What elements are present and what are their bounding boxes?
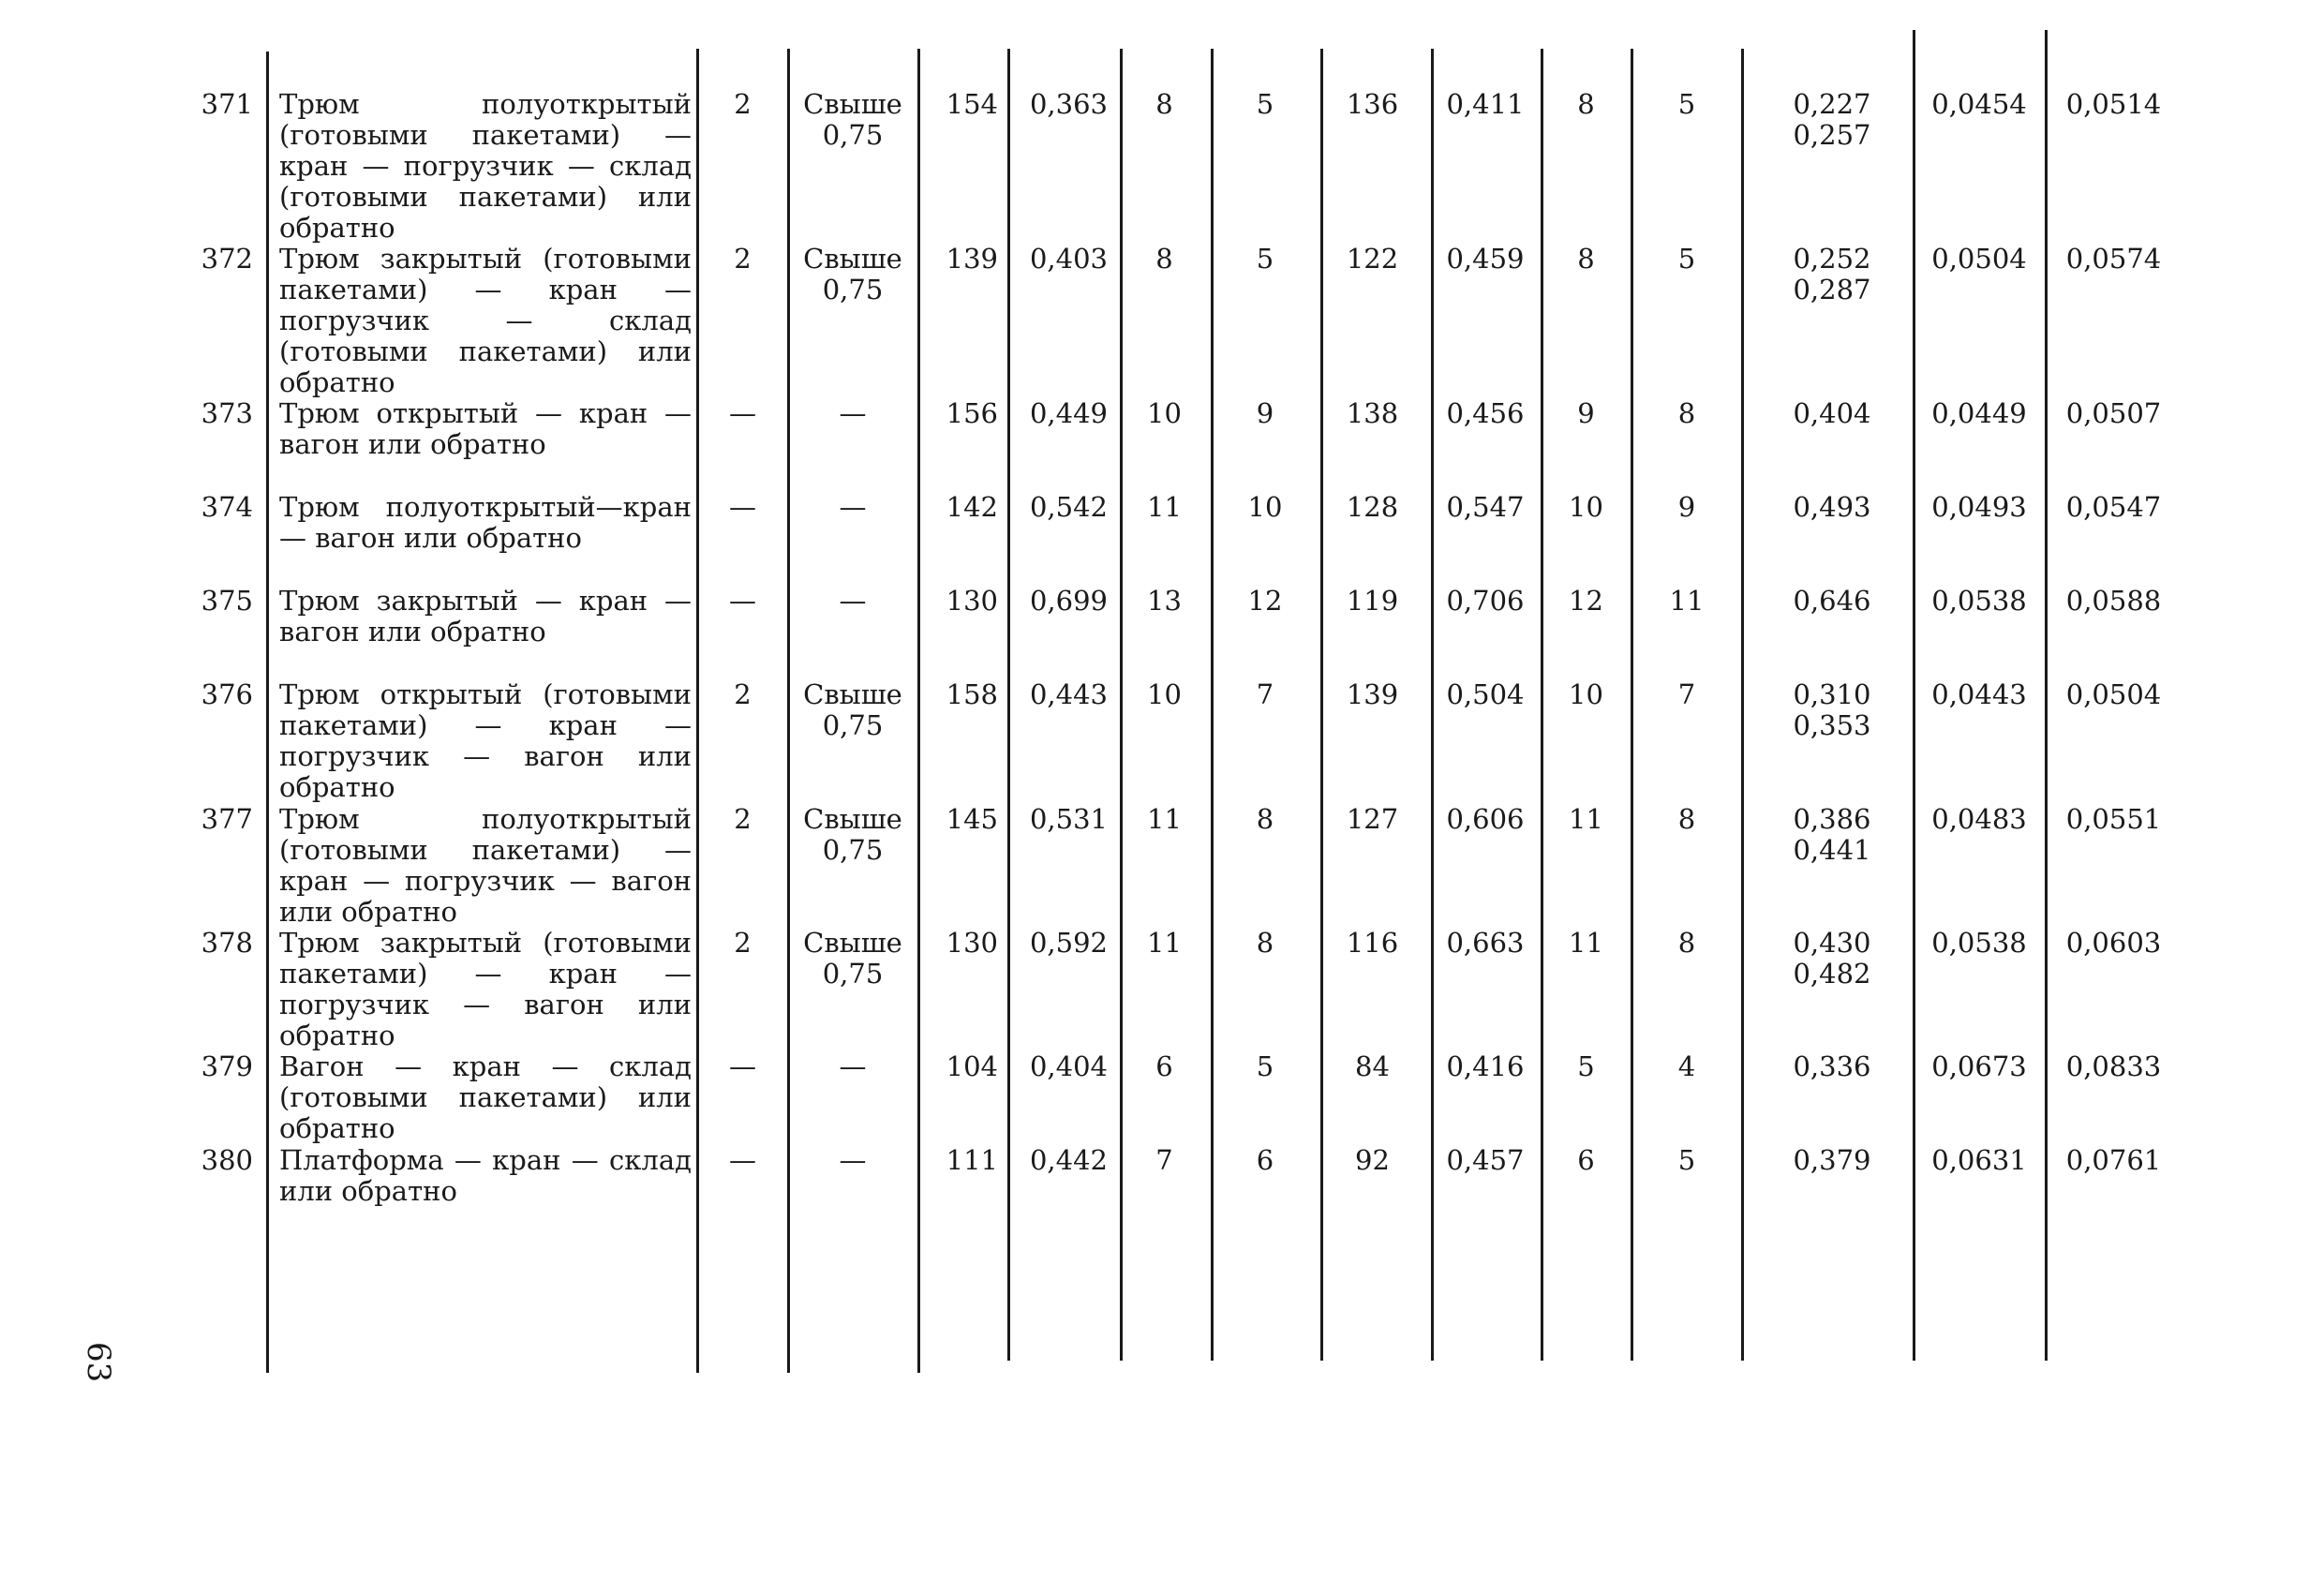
cell-desc: Трюм закрытый (готовыми пакетами) — кран — погрузчик — вагон или обратно — [279, 927, 692, 1051]
cell-desc: Трюм закрытый (готовыми пакетами) — кран — погрузчик — склад (готовыми пакетами) или обратно — [279, 243, 692, 398]
cell-c13: 0,0449 — [1931, 397, 2027, 429]
cell-c14: 0,0514 — [2065, 88, 2162, 120]
cell-c10: 10 — [1569, 491, 1603, 523]
cell-c11: 7 — [1677, 678, 1696, 710]
cell-c7: 5 — [1256, 243, 1274, 275]
cell-c12 — [1762, 1051, 1902, 1082]
cell-desc: Вагон — кран — склад (готовыми пакетами) или обратно — [279, 1050, 692, 1144]
cell-no: 380 — [201, 1144, 253, 1176]
cell-c11: 8 — [1677, 803, 1696, 835]
cell-c6: 8 — [1155, 243, 1173, 275]
cell-c3 — [797, 1051, 909, 1082]
cell-c13: 0,0631 — [1931, 1144, 2027, 1176]
cell-c8: 127 — [1346, 803, 1399, 835]
cell-c3a: — — [839, 585, 867, 617]
cell-c5: 0,442 — [1029, 1144, 1108, 1176]
cell-c12a: 0,430 — [1793, 927, 1871, 959]
cell-no: 375 — [201, 585, 253, 617]
cell-c7: 7 — [1256, 678, 1274, 710]
cell-no: 377 — [201, 803, 253, 835]
cell-c12 — [1762, 89, 1902, 151]
cell-c3a: Свыше — [803, 678, 902, 710]
cell-no: 376 — [201, 678, 253, 710]
cell-no: 374 — [201, 491, 253, 523]
cell-c9: 0,416 — [1446, 1050, 1525, 1082]
cell-c5: 0,531 — [1029, 803, 1108, 835]
cell-c5: 0,443 — [1029, 678, 1108, 710]
cell-c12b: 0,353 — [1793, 709, 1871, 741]
cell-desc: Трюм открытый (готовыми пакетами) — кран — погрузчик — вагон или обратно — [279, 678, 692, 803]
table-row — [0, 88, 2324, 244]
cell-c7: 8 — [1256, 927, 1274, 959]
cell-desc: Трюм открытый — кран — вагон или обратно — [279, 397, 692, 460]
cell-no: 378 — [201, 927, 253, 959]
cell-c12b: 0,482 — [1793, 958, 1871, 990]
cell-c7: 12 — [1247, 585, 1283, 617]
cell-c14: 0,0588 — [2065, 585, 2162, 617]
cell-c14: 0,0603 — [2065, 927, 2162, 959]
cell-c10: 11 — [1569, 803, 1603, 835]
cell-c3a: — — [839, 491, 867, 523]
cell-c7: 10 — [1247, 491, 1283, 523]
cell-c13: 0,0538 — [1931, 585, 2027, 617]
cell-c14: 0,0833 — [2065, 1050, 2162, 1082]
cell-c9: 0,663 — [1446, 927, 1525, 959]
cell-c11: 4 — [1677, 1050, 1696, 1082]
cell-no: 379 — [201, 1050, 253, 1082]
cell-c3 — [797, 928, 909, 990]
cell-c11: 11 — [1669, 585, 1705, 617]
cell-c4: 104 — [946, 1050, 998, 1082]
cell-c3a: — — [839, 397, 867, 429]
cell-c6: 11 — [1147, 491, 1182, 523]
cell-c10: 5 — [1577, 1050, 1595, 1082]
cell-c9: 0,504 — [1446, 678, 1525, 710]
cell-c3 — [797, 1145, 909, 1176]
cell-c4: 158 — [946, 678, 998, 710]
cell-c3b: 0,75 — [822, 119, 884, 151]
cell-c12a: 0,386 — [1793, 803, 1871, 835]
cell-c11: 5 — [1677, 243, 1696, 275]
cell-c3b: 0,75 — [822, 958, 884, 990]
cell-c9: 0,706 — [1446, 585, 1525, 617]
cell-c3 — [797, 804, 909, 866]
cell-c14: 0,0551 — [2065, 803, 2162, 835]
cell-c5: 0,404 — [1029, 1050, 1108, 1082]
cell-desc: Трюм полуоткрытый (готовыми пакетами) — кран — погрузчик — вагон или обратно — [279, 803, 692, 928]
cell-c8: 138 — [1346, 397, 1399, 429]
page-number: 63 — [80, 1342, 117, 1383]
cell-c11: 5 — [1677, 1144, 1696, 1176]
cell-c12 — [1762, 244, 1902, 305]
cell-c3 — [797, 398, 909, 429]
cell-c4: 142 — [946, 491, 998, 523]
cell-c3 — [797, 679, 909, 741]
cell-c3 — [797, 244, 909, 305]
cell-c11: 5 — [1677, 88, 1696, 120]
table-row — [0, 1145, 2324, 1295]
cell-c10: 10 — [1569, 678, 1603, 710]
cell-c6: 11 — [1147, 803, 1182, 835]
cell-c4: 139 — [946, 243, 998, 275]
cell-c2: — — [729, 397, 756, 429]
cell-c4: 154 — [946, 88, 998, 120]
cell-c5: 0,449 — [1029, 397, 1108, 429]
cell-c7: 6 — [1256, 1144, 1274, 1176]
cell-c9: 0,457 — [1446, 1144, 1525, 1176]
cell-c6: 13 — [1147, 585, 1182, 617]
cell-c3a: — — [839, 1144, 867, 1176]
cell-c12b: 0,441 — [1793, 834, 1871, 866]
cell-c3a: Свыше — [803, 88, 902, 120]
cell-c9: 0,411 — [1446, 88, 1525, 120]
cell-c11: 9 — [1677, 491, 1696, 523]
cell-c3b: 0,75 — [822, 834, 884, 866]
cell-c3 — [797, 89, 909, 151]
cell-c9: 0,459 — [1446, 243, 1525, 275]
cell-c6: 8 — [1155, 88, 1173, 120]
cell-c3 — [797, 492, 909, 523]
cell-c9: 0,606 — [1446, 803, 1525, 835]
cell-c8: 119 — [1346, 585, 1399, 617]
cell-c8: 122 — [1346, 243, 1399, 275]
cell-c12 — [1762, 492, 1902, 523]
cell-c12 — [1762, 679, 1902, 741]
cell-c10: 12 — [1569, 585, 1603, 617]
cell-c14: 0,0761 — [2065, 1144, 2162, 1176]
cell-c2: — — [729, 1050, 756, 1082]
cell-c12b: 0,287 — [1793, 274, 1871, 305]
cell-c14: 0,0504 — [2065, 678, 2162, 710]
cell-c12 — [1762, 804, 1902, 866]
cell-c3a: Свыше — [803, 803, 902, 835]
cell-c4: 111 — [946, 1144, 998, 1176]
cell-c2: 2 — [734, 803, 752, 835]
cell-c9: 0,456 — [1446, 397, 1525, 429]
cell-c13: 0,0483 — [1931, 803, 2027, 835]
cell-c8: 92 — [1355, 1144, 1390, 1176]
cell-c11: 8 — [1677, 927, 1696, 959]
cell-desc: Трюм полуоткрытый—кран— вагон или обратно — [279, 491, 692, 554]
cell-c2: 2 — [734, 678, 752, 710]
cell-c2: — — [729, 491, 756, 523]
cell-c7: 9 — [1256, 397, 1274, 429]
cell-c5: 0,542 — [1029, 491, 1108, 523]
cell-c3a: Свыше — [803, 243, 902, 275]
cell-no: 373 — [201, 397, 253, 429]
cell-c13: 0,0443 — [1931, 678, 2027, 710]
cell-c12 — [1762, 586, 1902, 617]
cell-c12a: 0,493 — [1793, 491, 1871, 523]
cell-c12a: 0,379 — [1793, 1144, 1871, 1176]
cell-c4: 145 — [946, 803, 998, 835]
table-row — [0, 243, 2324, 398]
cell-c10: 8 — [1577, 88, 1595, 120]
cell-c10: 11 — [1569, 927, 1603, 959]
cell-c6: 7 — [1155, 1144, 1173, 1176]
cell-c12a: 0,227 — [1793, 88, 1871, 120]
cell-c10: 9 — [1577, 397, 1595, 429]
cell-desc: Платформа — кран — склад или обратно — [279, 1144, 692, 1207]
cell-c12 — [1762, 928, 1902, 990]
cell-c3b: 0,75 — [822, 274, 884, 305]
cell-c14: 0,0574 — [2065, 243, 2162, 275]
cell-c4: 156 — [946, 397, 998, 429]
cell-c4: 130 — [946, 585, 998, 617]
cell-c13: 0,0673 — [1931, 1050, 2027, 1082]
cell-c9: 0,547 — [1446, 491, 1525, 523]
cell-c3b: 0,75 — [822, 709, 884, 741]
cell-c3a: — — [839, 1050, 867, 1082]
cell-c7: 5 — [1256, 88, 1274, 120]
cell-c13: 0,0454 — [1931, 88, 2027, 120]
cell-c12 — [1762, 398, 1902, 429]
cell-c6: 6 — [1155, 1050, 1173, 1082]
cell-c13: 0,0493 — [1931, 491, 2027, 523]
cell-c12b: 0,257 — [1793, 119, 1871, 151]
cell-c10: 8 — [1577, 243, 1595, 275]
cell-c5: 0,699 — [1029, 585, 1108, 617]
cell-c5: 0,403 — [1029, 243, 1108, 275]
cell-no: 371 — [201, 88, 253, 120]
cell-desc: Трюм полуоткрытый (готовыми пакетами) — кран — погрузчик — склад (готовыми пакетами) или обратно — [279, 88, 692, 244]
cell-no: 372 — [201, 243, 253, 275]
cell-c2: 2 — [734, 927, 752, 959]
cell-c6: 10 — [1147, 678, 1182, 710]
cell-c12a: 0,404 — [1793, 397, 1871, 429]
cell-c14: 0,0547 — [2065, 491, 2162, 523]
cell-c12a: 0,252 — [1793, 243, 1871, 275]
cell-c2: — — [729, 585, 756, 617]
cell-c5: 0,592 — [1029, 927, 1108, 959]
cell-c6: 10 — [1147, 397, 1182, 429]
cell-c2: 2 — [734, 243, 752, 275]
cell-desc: Трюм закрытый — кран — вагон или обратно — [279, 585, 692, 648]
cell-c13: 0,0504 — [1931, 243, 2027, 275]
cell-c8: 136 — [1346, 88, 1399, 120]
cell-c12a: 0,336 — [1793, 1050, 1871, 1082]
cell-c4: 130 — [946, 927, 998, 959]
cell-c12a: 0,310 — [1793, 678, 1871, 710]
cell-c3 — [797, 586, 909, 617]
cell-c11: 8 — [1677, 397, 1696, 429]
cell-c13: 0,0538 — [1931, 927, 2027, 959]
cell-c8: 116 — [1346, 927, 1399, 959]
cell-c12 — [1762, 1145, 1902, 1176]
cell-c6: 11 — [1147, 927, 1182, 959]
cell-c7: 5 — [1256, 1050, 1274, 1082]
cell-c2: — — [729, 1144, 756, 1176]
cell-c7: 8 — [1256, 803, 1274, 835]
cell-c14: 0,0507 — [2065, 397, 2162, 429]
cell-c8: 84 — [1355, 1050, 1390, 1082]
cell-c12a: 0,646 — [1793, 585, 1871, 617]
cell-c3a: Свыше — [803, 927, 902, 959]
cell-c5: 0,363 — [1029, 88, 1108, 120]
cell-c2: 2 — [734, 88, 752, 120]
cell-c8: 128 — [1346, 491, 1399, 523]
cell-c8: 139 — [1346, 678, 1399, 710]
cell-c10: 6 — [1577, 1144, 1595, 1176]
